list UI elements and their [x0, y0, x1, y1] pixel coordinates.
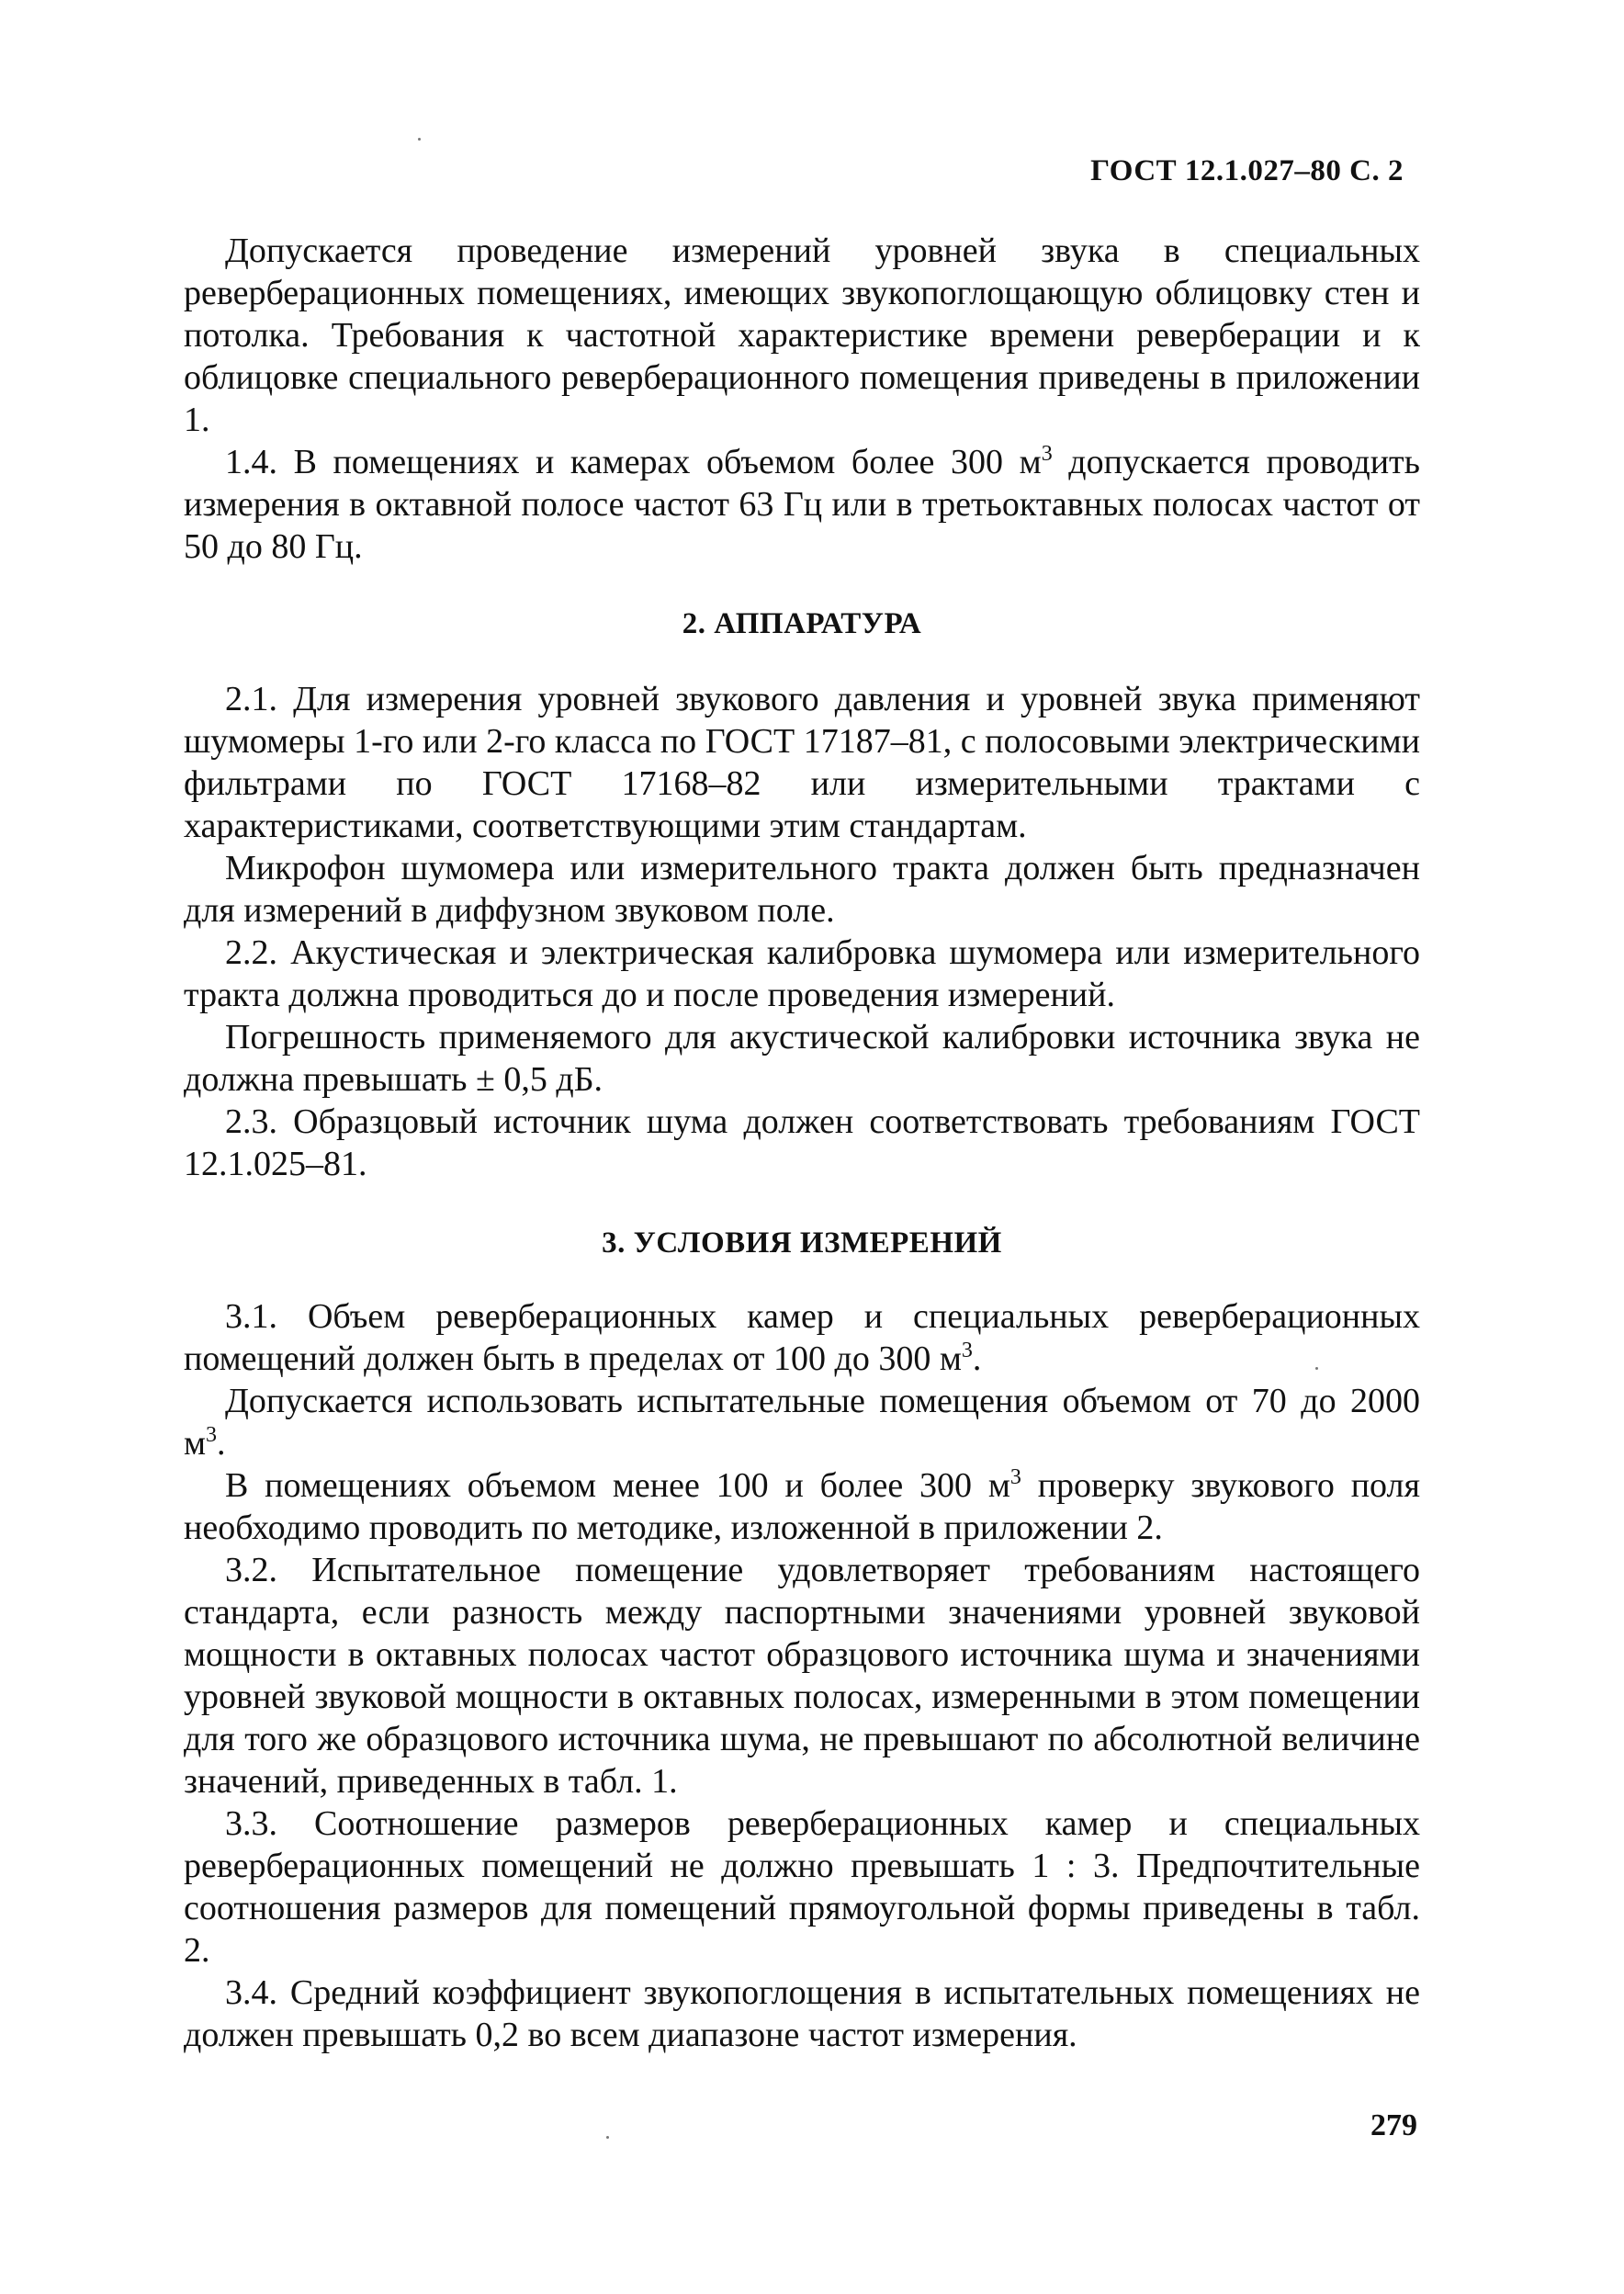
paragraph: Микрофон шумомера или измерительного тракта должен быть предназначен для измерений в диффузном звуковом поле. — [184, 849, 1420, 930]
page-number: 279 — [1370, 2108, 1417, 2142]
text-run: 3.1. Объем реверберационных камер и специальных реверберационных помещений должен быть в пределах от 100 до 300 м — [184, 1297, 1420, 1378]
superscript: 3 — [1009, 1465, 1021, 1489]
paragraph: 2.3. Образцовый источник шума должен соответствовать требованиям ГОСТ 12.1.025–81. — [184, 1102, 1420, 1183]
text-run: проверку звукового поля необходимо проводить по методике, изложенной в приложении 2. — [184, 1466, 1420, 1547]
paragraph: 3.3. Соотношение размеров реверберационных камер и специальных реверберационных помещений не должно превышать 1 : 3. Предпочтительные соотношения размеров для помещений прямоугольной формы приведены в табл. 2. — [184, 1804, 1420, 1970]
paragraph: Погрешность применяемого для акустической калибровки источника звука не должна превышать ± 0,5 дБ. — [184, 1018, 1420, 1099]
text-run: . — [217, 1424, 226, 1463]
paragraph-volume — [184, 1380, 1420, 1464]
paragraph-3-1 — [184, 1295, 1420, 1380]
scan-speck — [1315, 1367, 1318, 1370]
superscript: 3 — [961, 1339, 973, 1362]
scan-speck — [418, 138, 421, 141]
section-heading-2: 2. АППАРАТУРА — [682, 607, 922, 640]
text-run: В помещениях объемом менее 100 и более 300 м — [225, 1466, 1010, 1505]
paragraph: 3.2. Испытательное помещение удовлетворяет требованиям настоящего стандарта, если разность между паспортными значениями уровней звуковой мощности в октавных полосах частот образцового источника шума и значениями уровней звуковой мощности в октавных полосах, измеренными в этом помещении для того же образцового источника шума, не превышают по абсолютной величине значений, приведенных в табл. 1. — [184, 1551, 1420, 1801]
paragraph: Допускается проведение измерений уровней звука в специальных реверберационных помещениях, имеющих звукопоглощающую облицовку стен и потолка. Требования к частотной характеристике времени реверберации и к облицовке специального реверберационного помещения приведены в приложении 1. — [184, 232, 1420, 439]
text-run: . — [972, 1339, 982, 1378]
paragraph-1-4 — [184, 441, 1420, 568]
paragraph: 2.2. Акустическая и электрическая калибровка шумомера или измерительного тракта должна проводиться до и после проведения измерений. — [184, 933, 1420, 1014]
paragraph-check — [184, 1464, 1420, 1549]
superscript: 3 — [1041, 442, 1053, 466]
text-run: допускается проводить измерения в октавной полосе частот 63 Гц или в третьоктавных полосах частот от 50 до 80 Гц. — [184, 443, 1420, 566]
text-run: 1.4. В помещениях и камерах объемом более 300 м — [225, 443, 1042, 481]
document-body — [184, 230, 1420, 2056]
superscript: 3 — [206, 1423, 218, 1447]
paragraph: 3.4. Средний коэффициент звукопоглощения в испытательных помещениях не должен превышать 0,2 во всем диапазоне частот измерения. — [184, 1973, 1420, 2054]
running-head: ГОСТ 12.1.027–80 С. 2 — [1090, 154, 1404, 187]
paragraph: 2.1. Для измерения уровней звукового давления и уровней звука применяют шумомеры 1-го или 2-го класса по ГОСТ 17187–81, с полосовыми электрическими фильтрами по ГОСТ 17168–82 или измерительными трактами с характеристиками, соответствующими этим стандартам. — [184, 680, 1420, 845]
scan-speck — [606, 2136, 609, 2139]
section-heading-3: 3. УСЛОВИЯ ИЗМЕРЕНИЙ — [602, 1226, 1002, 1260]
text-run: Допускается использовать испытательные помещения объемом от 70 до 2000 м — [184, 1382, 1420, 1463]
